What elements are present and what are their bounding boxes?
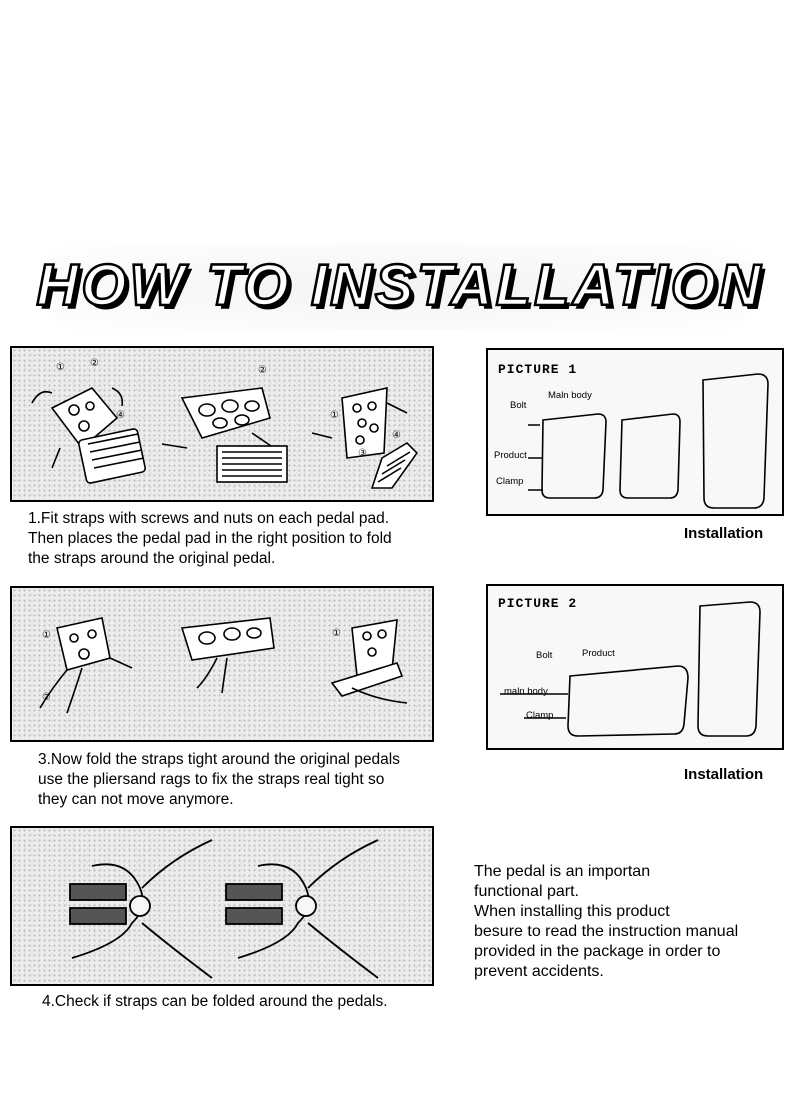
number-label: ④ (392, 430, 401, 441)
number-label: ② (258, 365, 267, 376)
picture2-diagram (486, 584, 784, 750)
picture1-caption: Installation (684, 525, 764, 542)
picture2-product-label: Product (582, 648, 615, 659)
safety-note: The pedal is an importan functional part. When installing this product besure to read the instruction manual provided in the package in order to prevent accidents. (474, 863, 739, 980)
step3-diagram (10, 586, 434, 742)
picture2-caption: Installation (684, 766, 764, 783)
number-label: ④ (116, 410, 125, 421)
picture1-main-body-label: Maln body (548, 390, 592, 401)
number-label: ① (56, 362, 65, 373)
number-label: ③ (358, 448, 367, 459)
picture1-clamp-label: Clamp (496, 476, 524, 487)
number-label: ① (330, 410, 339, 421)
picture1-product-label: Product (494, 450, 527, 461)
picture1-heading: PICTURE 1 (498, 362, 578, 377)
picture1-diagram (486, 348, 784, 516)
step1-caption: 1.Fit straps with screws and nuts on each pedal pad. Then places the pedal pad in the right position to fold the straps around the original pedal. (28, 510, 392, 567)
step1-drawing (12, 348, 436, 504)
step1-diagram (10, 346, 434, 502)
number-label: ② (42, 692, 51, 703)
number-label: ① (42, 630, 51, 641)
page-title: HOW TO INSTALLATION (36, 253, 764, 318)
step4-diagram (10, 826, 434, 986)
step3-caption: 3.Now fold the straps tight around the original pedals use the pliersand rags to fix the straps real tight so they can not move anymore. (38, 751, 400, 808)
picture2-main-body-label: maln body (504, 686, 548, 697)
number-label: ① (332, 628, 341, 639)
picture1-bolt-label: Bolt (510, 400, 527, 411)
pedal-outline (542, 414, 606, 498)
step4-drawing (12, 828, 436, 988)
picture2-clamp-label: Clamp (526, 710, 554, 721)
number-label: ② (90, 358, 99, 369)
picture2-heading: PICTURE 2 (498, 596, 578, 611)
step3-drawing (12, 588, 436, 744)
picture2-bolt-label: Bolt (536, 650, 553, 661)
step4-caption: 4.Check if straps can be folded around the pedals. (42, 993, 388, 1010)
